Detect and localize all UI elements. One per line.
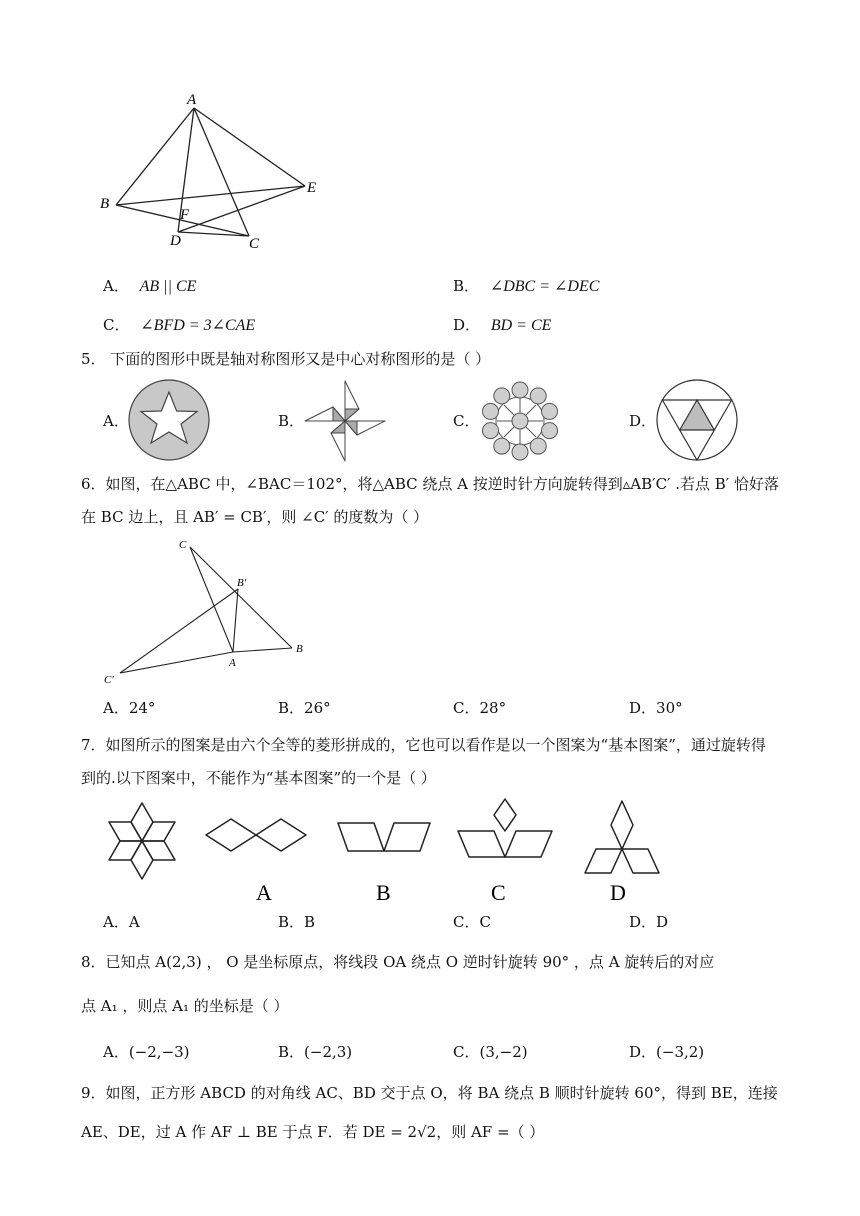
option-text: ∠DBC = ∠DEC — [489, 278, 600, 295]
q4-option-c — [103, 315, 255, 336]
q5-figure-b-pinwheel — [303, 379, 387, 463]
label-B: B — [296, 643, 303, 655]
q8-stem-line1: 8．已知点 A(2,3) ， O 是坐标原点，将线段 OA 绕点 O 逆时针旋转 90° ，点 A 旋转后的对应 — [81, 953, 715, 971]
q8-option-a: A．(−2,−3) — [103, 1043, 190, 1061]
label-E: E — [307, 180, 317, 196]
q9-stem-line1: 9．如图，正方形 ABCD 的对角线 AC、BD 交于点 O，将 BA 绕点 B 顺时针旋转 60°，得到 BE，连接 — [81, 1084, 778, 1102]
fig-label-b: B — [376, 880, 391, 905]
label-D: D — [170, 233, 181, 249]
q8-option-b: B．(−2,3) — [278, 1043, 353, 1061]
q6-stem-line2: 在 BC 边上，且 AB′ = CB′，则 ∠C′ 的度数为（ ） — [81, 508, 429, 526]
q7-stem-line1: 7．如图所示的图案是由六个全等的菱形拼成的，它也可以看作是以一个图案为“基本图案”，通过旋转得 — [81, 736, 766, 754]
label-C: C — [249, 236, 260, 252]
q7-option-d: D．D — [629, 913, 669, 931]
q5-figure-a-star-circle — [127, 378, 211, 462]
q7-option-a: A．A — [103, 913, 140, 931]
q6-option-c: C．28° — [453, 699, 507, 717]
figure-q4 — [96, 88, 336, 258]
q8-option-c: C．(3,−2) — [453, 1043, 528, 1061]
q4-option-b — [453, 276, 599, 297]
q6-option-b: B．26° — [278, 699, 331, 717]
fig-label-a: A — [256, 880, 272, 905]
option-letter: B． — [453, 277, 480, 295]
q6-stem-line1: 6．如图，在△ABC 中，∠BAC＝102°，将△ABC 绕点 A 按逆时针方向旋转得到▵AB′C′ .若点 B′ 恰好落 — [81, 475, 779, 493]
option-text: BD = CE — [490, 317, 552, 334]
q7-stem-line2: 到的.以下图案中，不能作为“基本图案”的一个是（ ） — [81, 769, 436, 787]
q5-option-d-label: D． — [629, 412, 657, 430]
label-C-prime: C′ — [104, 674, 114, 686]
q7-option-b: B．B — [278, 913, 316, 931]
q8-option-d: D．(−3,2) — [629, 1043, 705, 1061]
q5-option-c-label: C． — [453, 412, 480, 430]
label-F: F — [180, 207, 190, 223]
figure-q6 — [100, 535, 320, 690]
option-letter: C． — [103, 316, 130, 334]
label-C: C — [179, 539, 187, 551]
q7-option-c: C．C — [453, 913, 491, 931]
q5-option-b-label: B． — [278, 412, 305, 430]
figure-q7 — [96, 793, 676, 911]
option-text: AB || CE — [139, 278, 197, 295]
label-B: B — [100, 196, 110, 212]
option-letter: D． — [453, 316, 481, 334]
label-A: A — [187, 92, 197, 108]
q9-stem-line2: AE、DE，过 A 作 AF ⊥ BE 于点 F．若 DE = 2√2，则 AF =（ ） — [81, 1123, 545, 1141]
q5-option-a-label: A． — [103, 412, 129, 430]
q5-stem: 5． 下面的图形中既是轴对称图形又是中心对称图形的是（ ） — [81, 350, 491, 368]
label-B-prime: B′ — [237, 577, 247, 589]
q4-option-a — [103, 276, 196, 297]
option-text: ∠BFD = 3∠CAE — [140, 317, 256, 334]
option-letter: A． — [103, 277, 129, 295]
q5-figure-c-flower — [477, 378, 563, 464]
q8-stem-line2: 点 A₁ ，则点 A₁ 的坐标是（ ） — [81, 997, 289, 1015]
q4-option-d — [453, 315, 551, 336]
q5-figure-d-triangles — [654, 377, 740, 463]
q6-option-a: A．24° — [103, 699, 156, 717]
q6-option-d: D．30° — [629, 699, 683, 717]
fig-label-d: D — [610, 880, 626, 905]
label-A: A — [229, 657, 236, 669]
fig-label-c: C — [491, 880, 506, 905]
